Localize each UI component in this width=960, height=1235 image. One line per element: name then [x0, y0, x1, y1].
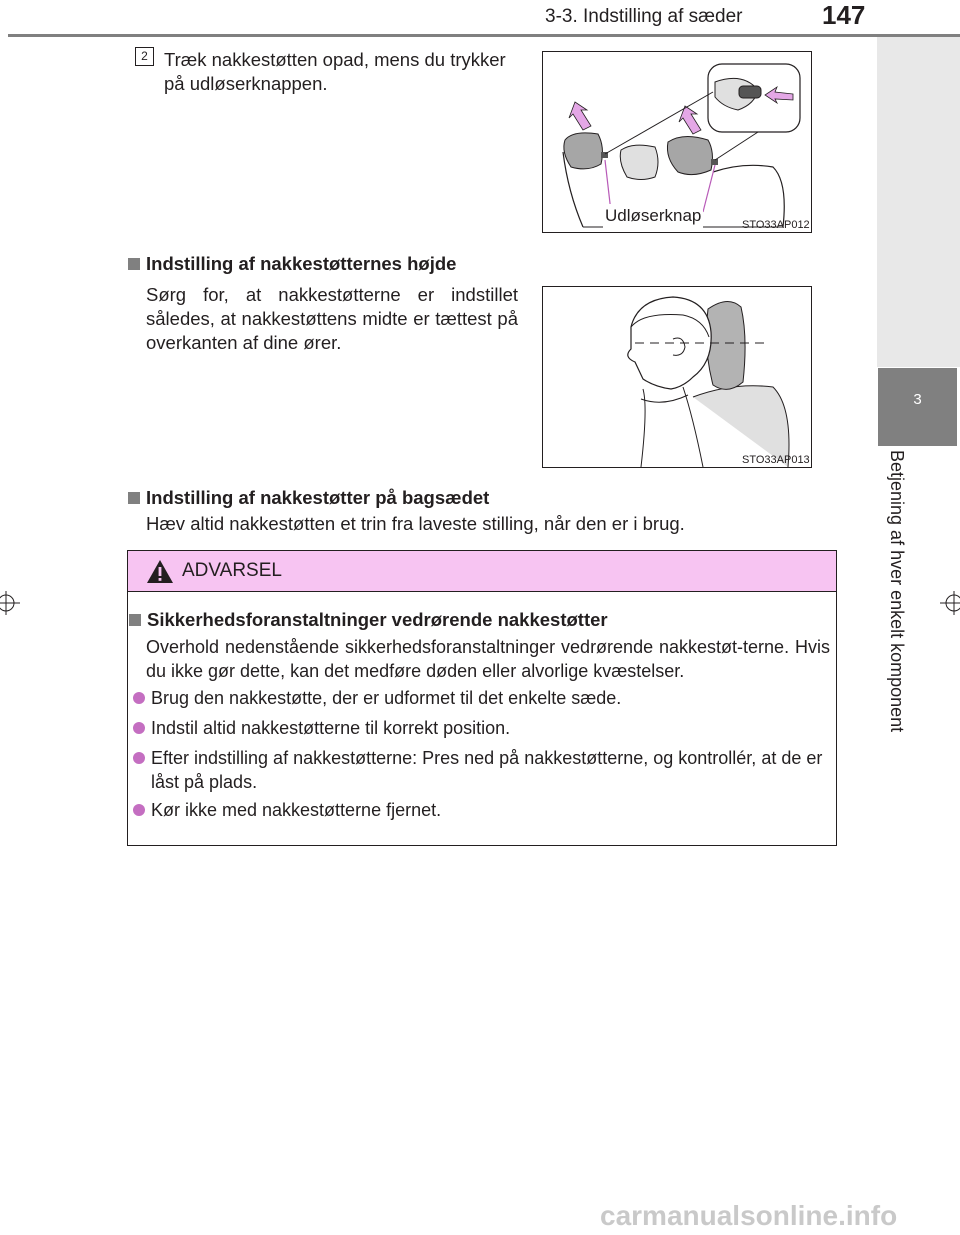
side-tab-background — [877, 37, 960, 367]
square-bullet-icon — [128, 258, 140, 270]
step-2-text — [164, 48, 524, 96]
warning-bullet-3 — [133, 746, 835, 794]
bullet-text: Efter indstilling af nakkestøtterne: Pres ned på nakkestøtterne, og kontrollér, at de er låst på plads. — [151, 748, 823, 792]
step-2-line-1: Træk nakkestøtten opad, mens du trykker — [164, 49, 506, 70]
section-heading-rear — [128, 487, 489, 509]
square-bullet-icon — [129, 614, 141, 626]
step-number: 2 — [135, 47, 154, 66]
bullet-text: Brug den nakkestøtte, der er udformet til det enkelte sæde. — [151, 688, 622, 708]
figure-code: STO33AP012 — [742, 219, 810, 231]
bullet-icon — [133, 722, 145, 734]
warning-header — [128, 551, 836, 592]
release-button-label: Udløserknap — [603, 204, 703, 228]
page-number: 147 — [822, 0, 866, 30]
warning-bullet-4 — [133, 798, 441, 822]
warning-heading — [129, 609, 608, 631]
crop-mark-left — [0, 585, 22, 621]
warning-heading-text: Sikkerhedsforanstaltninger vedrørende nakkestøtter — [147, 609, 608, 630]
figure-code: STO33AP013 — [742, 454, 810, 466]
section-heading-height — [128, 253, 456, 275]
warning-bullet-2 — [133, 716, 510, 740]
bullet-icon — [133, 692, 145, 704]
bullet-text: Kør ikke med nakkestøtterne fjernet. — [151, 800, 442, 820]
chapter-title — [880, 450, 916, 780]
heading-text: Indstilling af nakkestøtternes højde — [146, 253, 457, 274]
bullet-icon — [133, 804, 145, 816]
chapter-title-text: Betjening af hver enkelt komponent — [887, 450, 907, 733]
figure-release-button — [542, 51, 812, 233]
warning-bullet-1 — [133, 686, 621, 710]
warning-intro: Overhold nedenstående sikkerhedsforanstaltninger vedrørende nakkestøt-terne. Hvis du ikke gør dette, kan det medføre døden eller alvorlige kvæstelser. — [146, 637, 830, 681]
section-rear-text: Hæv altid nakkestøtten et trin fra laveste stilling, når den er i brug. — [146, 513, 685, 534]
watermark: carmanualsonline.info — [600, 1200, 898, 1231]
head-position-illustration — [543, 287, 811, 467]
section-height-text: Sørg for, at nakkestøtterne er indstillet således, at nakkestøttens midte er tættest på overkanten af dine ører. — [146, 284, 518, 353]
warning-box — [127, 550, 837, 846]
step-2-line-2: på udløserknappen. — [164, 73, 328, 94]
bullet-text: Indstil altid nakkestøtterne til korrekt position. — [151, 718, 511, 738]
header-rule — [8, 34, 960, 37]
bullet-icon — [133, 752, 145, 764]
figure-head-position — [542, 286, 812, 468]
square-bullet-icon — [128, 492, 140, 504]
heading-text: Indstilling af nakkestøtter på bagsædet — [146, 487, 490, 508]
section-title: 3-3. Indstilling af sæder — [545, 6, 743, 27]
chapter-number: 3 — [878, 368, 957, 446]
warning-label: ADVARSEL — [182, 560, 282, 581]
crop-mark-right — [938, 585, 960, 621]
warning-triangle-icon — [146, 559, 174, 584]
